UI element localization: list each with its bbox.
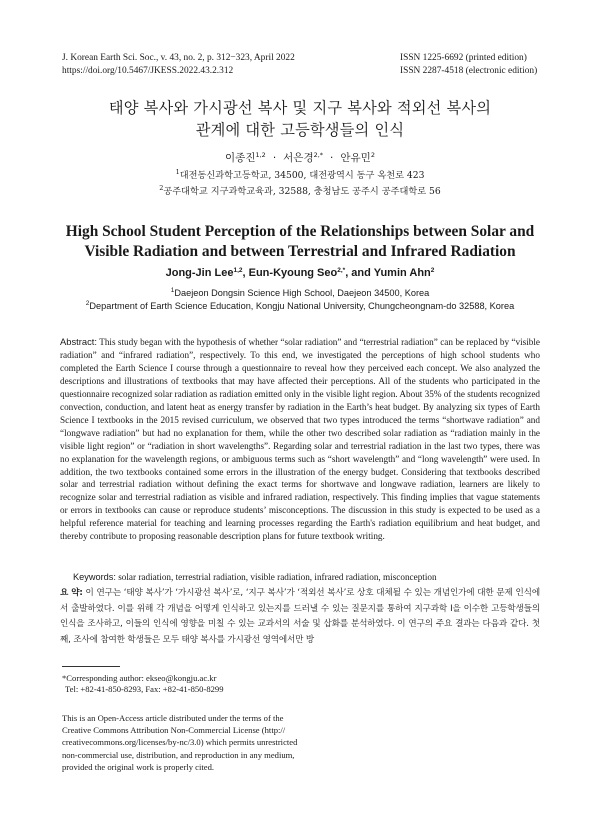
korean-title-line: 태양 복사와 가시광선 복사 및 지구 복사와 적외선 복사의 bbox=[108, 99, 492, 117]
korean-abstract-label: 요 약: bbox=[60, 588, 83, 598]
license-line: Creative Commons Attribution Non-Commercial License (http:// bbox=[62, 725, 286, 736]
issn-electronic: ISSN 2287-4518 (electronic edition) bbox=[400, 65, 538, 76]
english-affiliation bbox=[40, 300, 560, 313]
footnote-divider bbox=[62, 666, 120, 667]
korean-abstract bbox=[60, 586, 540, 648]
tel-fax: Tel: +82-41-850-8293, Fax: +82-41-850-8299 bbox=[65, 684, 224, 694]
author-affiliation-sup: 2,* bbox=[337, 267, 346, 274]
korean-abstract-text: 이 연구는 ‘태양 복사’가 ‘가시광선 복사’로, ‘지구 복사’가 ‘적외선 복사’로 상호 대체될 수 있는 개념인가에 대한 문제 인식에서 출발하였다. 이를 위해 각 개념을 어떻게 인식하고 있는지를 드러낼 수 있는 질문지를 통하여 지구과학 I을 이수한 고등학생들의 인식을 조사하고, 이들의 인식에 영향을 미칠 수 있는 교과서의 서술 및 삽화를 분석하였다. 이 연구의 주요 결과는 다음과 같다. 첫째, 조사에 참여한 학생들은 모두 태양 복사를 가시광선 영역에서만 방 bbox=[60, 588, 540, 645]
license-line: creativecommons.org/licenses/by-nc/3.0) which permits unrestricted bbox=[62, 737, 298, 748]
korean-affiliation bbox=[40, 184, 560, 200]
author-affiliation-sup: 2,* bbox=[313, 151, 324, 159]
english-author-name: Yumin Ahn bbox=[373, 267, 431, 279]
license-notice bbox=[62, 712, 312, 773]
affiliation-sup: 2 bbox=[85, 299, 90, 307]
corresponding-author-email[interactable]: *Corresponding author: ekseo@kongju.ac.kr bbox=[62, 673, 217, 683]
keywords-label: Keywords: bbox=[73, 572, 116, 582]
author-joiner: , and bbox=[345, 267, 374, 279]
license-line: non-commercial use, distribution, and reproduction in any medium, bbox=[62, 749, 295, 760]
english-author-name: Jong-Jin Lee bbox=[165, 267, 234, 279]
issn-header bbox=[400, 52, 537, 77]
english-author-name: Eun-Kyoung Seo bbox=[248, 267, 338, 279]
author-joiner: , bbox=[242, 267, 249, 279]
english-affiliations bbox=[40, 287, 560, 313]
license-line: provided the original work is properly cited. bbox=[62, 761, 215, 772]
author-separator: · bbox=[330, 152, 334, 164]
author-affiliation-sup: 2 bbox=[430, 267, 435, 274]
corresponding-author-footnote bbox=[62, 673, 224, 695]
abstract-label: Abstract: bbox=[60, 336, 97, 347]
english-abstract bbox=[60, 336, 540, 543]
english-title-line: High School Student Perception of the Relationships between Solar and bbox=[65, 223, 535, 240]
korean-title bbox=[40, 97, 560, 141]
abstract-text: This study began with the hypothesis of whether “solar radiation” and “terrestrial radiation” can be replaced by “visible radiation” and “infrared radiation”, respectively. To this end, we investigated the perceptions of high school students who completed the Earth Science I course through a questionnaire to reveal how they perceived each concept. We also analyzed the descriptions and illustrations of textbooks that may have affected their perceptions. All of the students who participated in the questionnaire recognized solar radiation as radiation emitted only in the visible light region. About 35% of the students recognized convection, conduction, and latent heat as energy transfer by radiation in the Earth’s heat budget. By analyzing six types of Earth Science I textbooks in the 2015 revised curriculum, we observed that two types introduced the terms “shortwave radiation” and “longwave radiation” but had no explanation for them, while the other two described solar radiation as “radiation mainly in the visible light region” or “radiation in short wavelengths”. Regarding solar and terrestrial radiation in the last two types, there was no explanation for the wavelength regions, or ambiguous terms such as “short wavelength” and “long wavelength” were used. In addition, the two textbooks contained some errors in the illustration of the energy budget. Considering that textbooks described solar and terrestrial radiation without defining the exact terms for shortwave and longwave radiation, learners are likely to recognize solar and terrestrial radiation as visible and infrared radiation, respectively. This finding implies that vague statements or errors in textbooks can cause or reproduce students’ misconceptions. The discussion in this study is expected to be used as a helpful reference material for teaching and learning processes regarding the Earth's radiation equilibrium and heat budget, and thereby contribute to proposing reasonable description plans for future textbook writing. bbox=[60, 337, 540, 542]
doi-link[interactable]: https://doi.org/10.5467/JKESS.2022.43.2.312 bbox=[62, 65, 234, 76]
english-title-line: Visible Radiation and between Terrestrial and Infrared Radiation bbox=[84, 243, 516, 260]
korean-affiliations bbox=[40, 168, 560, 199]
affiliation-text: Department of Earth Science Education, Kongju National University, Chungcheongnam-do 32588, Korea bbox=[89, 300, 515, 311]
english-affiliation bbox=[40, 287, 560, 300]
korean-author-name: 안유민 bbox=[340, 152, 371, 164]
korean-title-line: 관계에 대한 고등학생들의 인식 bbox=[195, 121, 405, 139]
english-authors bbox=[40, 267, 560, 279]
author-separator: · bbox=[272, 152, 277, 164]
korean-author-name: 이종진 bbox=[225, 152, 256, 164]
author-affiliation-sup: 2 bbox=[370, 151, 375, 159]
affiliation-text: 대전동신과학고등학교, 34500, 대전광역시 동구 옥천로 423 bbox=[179, 170, 425, 181]
author-affiliation-sup: 1,2 bbox=[255, 151, 266, 159]
affiliation-sup: 1 bbox=[175, 168, 180, 176]
keywords-text: solar radiation, terrestrial radiation, visible radiation, infrared radiation, misconception bbox=[118, 572, 437, 582]
korean-author-name: 서은경 bbox=[283, 152, 314, 164]
keywords bbox=[73, 572, 543, 582]
korean-authors bbox=[40, 150, 560, 165]
license-line: This is an Open-Access article distributed under the terms of the bbox=[62, 713, 284, 723]
affiliation-sup: 1 bbox=[170, 287, 175, 294]
affiliation-text: Daejeon Dongsin Science High School, Daejeon 34500, Korea bbox=[174, 288, 430, 298]
affiliation-sup: 2 bbox=[159, 183, 164, 192]
author-affiliation-sup: 1,2 bbox=[233, 267, 243, 274]
issn-print: ISSN 1225-6692 (printed edition) bbox=[400, 53, 527, 63]
journal-citation: J. Korean Earth Sci. Soc., v. 43, no. 2, p. 312−323, April 2022 bbox=[62, 53, 295, 63]
journal-citation-header bbox=[62, 52, 295, 77]
english-title bbox=[40, 222, 560, 262]
affiliation-text: 공주대학교 지구과학교육과, 32588, 충청남도 공주시 공주대학로 56 bbox=[163, 185, 441, 197]
korean-affiliation bbox=[40, 168, 560, 184]
